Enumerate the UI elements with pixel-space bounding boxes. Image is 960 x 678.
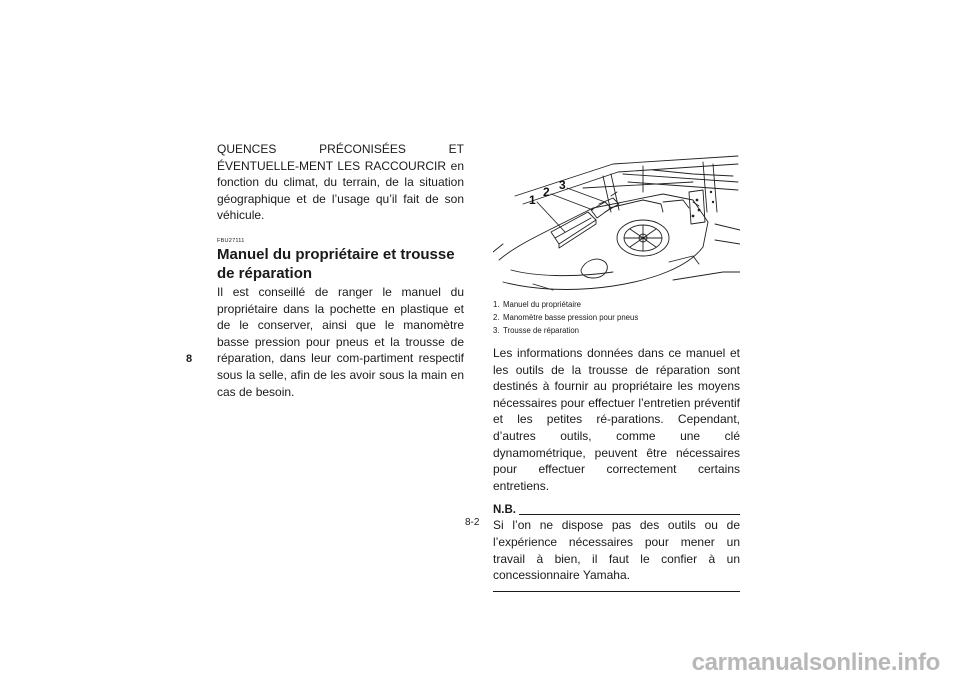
right-column <box>493 152 740 592</box>
caption-item <box>493 324 740 337</box>
note-end-rule <box>493 591 740 592</box>
illustration-figure <box>493 152 740 294</box>
tools-paragraph: Les informations données dans ce manuel et les outils de la trousse de réparation sont destinés à fournir au propriétaire les moyens nécessaires pour effectuer l’entretien préventif et les petites ré-parations. Cependant, d’autres outils, comme une clé dynamométrique, peuvent être nécessaires pour effectuer correctement certains entretiens. <box>493 346 740 493</box>
note-label: N.B. <box>493 504 516 517</box>
caption-item <box>493 298 740 311</box>
callout-2: 2 <box>543 185 550 199</box>
caption-text: Manuel du propriétaire <box>503 300 582 309</box>
caption-number: 1. <box>493 300 500 309</box>
callout-3: 3 <box>559 178 566 192</box>
chapter-tab: 8 <box>185 353 193 365</box>
page-number: 8-2 <box>465 517 480 528</box>
note-header <box>493 504 740 517</box>
callout-1: 1 <box>529 193 536 207</box>
caption-text: Trousse de réparation <box>503 326 579 335</box>
caption-item <box>493 311 740 324</box>
caption-text: Manomètre basse pression pour pneus <box>503 313 639 322</box>
note-text: Si l’on ne dispose pas des outils ou de l’expérience nécessaires pour mener un travail à bien, il faut le confier à un concessionnaire Yamaha. <box>493 518 740 583</box>
note-rule <box>519 514 740 515</box>
left-column <box>217 141 464 400</box>
section-paragraph: Il est conseillé de ranger le manuel du propriétaire dans la pochette en plastique et de le conserver, ainsi que le manomètre basse pression pour pneus et la trousse de réparation, dans leur com-partiment respectif sous la selle, afin de les avoir sous la main en cas de besoin. <box>217 284 464 399</box>
watermark-text: carmanualsonline.info <box>691 649 940 676</box>
intro-paragraph: QUENCES PRÉCONISÉES ET ÉVENTUELLE-MENT LES RACCOURCIR en fonction du climat, du terrain, de la situation géographique et de l’usage qu’il fait de son véhicule. <box>217 142 464 223</box>
section-code: FBU27111 <box>217 237 245 244</box>
storage-compartment-illustration <box>493 152 740 294</box>
caption-number: 2. <box>493 313 500 322</box>
section-title: Manuel du propriétaire et trousse de réparation <box>217 245 455 282</box>
caption-number: 3. <box>493 326 500 335</box>
figure-captions <box>493 298 740 337</box>
